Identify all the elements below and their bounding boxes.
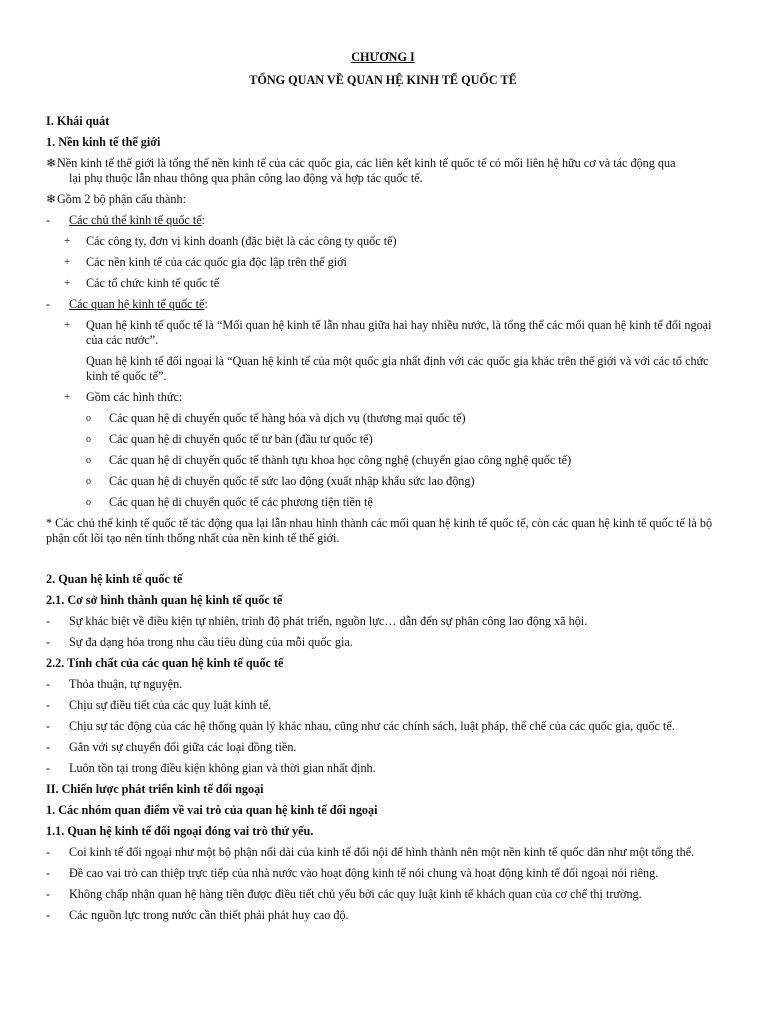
note-paragraph: * Các chủ thể kinh tế quốc tế tác động qua lại lẫn nhau hình thành các mối quan hệ kinh tế quốc tế, còn các quan hệ kinh tế quốc tế là bộ phận cốt lõi tạo nên tính thống nhất của nền kinh tế thế giới. bbox=[46, 516, 713, 545]
list-item: o Các quan hệ di chuyển quốc tế thành tựu khoa học công nghệ (chuyển giao công nghệ quốc tế) bbox=[86, 453, 572, 467]
definition-paragraph: Quan hệ kinh tế đối ngoại là “Quan hệ kinh tế của một quốc gia nhất định với các quốc gia khác trên thế giới và với các tổ chức kinh tế quốc tế”. bbox=[86, 354, 709, 383]
subsection-heading-2-2: 2.2. Tính chất của các quan hệ kinh tế quốc tế bbox=[46, 656, 284, 670]
list-item: - Chịu sự tác động của các hệ thống quản lý khác nhau, cũng như các chính sách, luật pháp, thể chế của các quốc gia, quốc tế. bbox=[46, 719, 675, 733]
chapter-title: TỔNG QUAN VỀ QUAN HỆ KINH TẾ QUỐC TẾ bbox=[249, 73, 517, 87]
list-item: - Chịu sự điều tiết của các quy luật kinh tế. bbox=[46, 698, 272, 712]
relations-label: Các quan hệ kinh tế quốc tế bbox=[69, 297, 205, 311]
snowflake-bullet-icon: ❄ bbox=[46, 192, 57, 206]
subsection-heading-1: 1. Nền kinh tế thế giới bbox=[46, 135, 161, 149]
subjects-label: Các chủ thể kinh tế quốc tế bbox=[69, 213, 202, 227]
snowflake-paragraph-2: ❄ Gồm 2 bộ phận cấu thành: bbox=[46, 192, 186, 206]
subsection-heading-ii-1: 1. Các nhóm quan điểm về vai trò của quan hệ kinh tế đối ngoại bbox=[46, 803, 378, 817]
list-item: - Coi kinh tế đối ngoại như một bộ phận nối dài của kinh tế đối nội để hình thành nên một nền kinh tế quốc dân như một tổng thể. bbox=[46, 845, 695, 859]
subsection-heading-2-1: 2.1. Cơ sở hình thành quan hệ kinh tế quốc tế bbox=[46, 593, 283, 607]
list-item: + Các nền kinh tế của các quốc gia độc lập trên thế giới bbox=[64, 255, 347, 269]
list-item: - Sự đa dạng hóa trong nhu cầu tiêu dùng của mỗi quốc gia. bbox=[46, 635, 353, 649]
chapter-label: CHƯƠNG I bbox=[351, 50, 415, 64]
list-item: + Các công ty, đơn vị kinh doanh (đặc biệt là các công ty quốc tế) bbox=[64, 234, 397, 248]
list-item: o Các quan hệ di chuyển quốc tế hàng hóa và dịch vụ (thương mại quốc tế) bbox=[86, 411, 466, 425]
list-item: - Gắn với sự chuyển đổi giữa các loại đồng tiền. bbox=[46, 740, 297, 754]
list-item: - Đề cao vai trò can thiệp trực tiếp của nhà nước vào hoạt động kinh tế nói chung và hoạt động kinh tế đối ngoại nói riêng. bbox=[46, 866, 659, 880]
list-item: - Các nguồn lực trong nước cần thiết phải phát huy cao độ. bbox=[46, 908, 349, 922]
list-item: + Gồm các hình thức: bbox=[64, 390, 183, 404]
snowflake-bullet-icon: ❄ bbox=[46, 156, 57, 170]
list-item: + Quan hệ kinh tế quốc tế là “Mối quan hệ kinh tế lẫn nhau giữa hai hay nhiều nước, là tổng thể các mối quan hệ kinh tế đối ngoại của các nước”. bbox=[64, 318, 712, 347]
list-item: - Luôn tồn tại trong điều kiện không gian và thời gian nhất định. bbox=[46, 761, 376, 775]
list-item: - Sự khác biệt về điều kiện tự nhiên, trình độ phát triển, nguồn lực… dẫn đến sự phân công lao động xã hội. bbox=[46, 614, 588, 628]
subsection-heading-2: 2. Quan hệ kinh tế quốc tế bbox=[46, 572, 183, 586]
list-item: + Các tổ chức kinh tế quốc tế bbox=[64, 276, 220, 290]
section-heading-2: II. Chiến lược phát triển kinh tế đối ngoại bbox=[46, 782, 264, 796]
list-item: o Các quan hệ di chuyển quốc tế tư bản (đầu tư quốc tế) bbox=[86, 432, 373, 446]
section-heading-1: I. Khái quát bbox=[46, 114, 110, 128]
subsection-heading-ii-1-1: 1.1. Quan hệ kinh tế đối ngoại đóng vai trò thứ yếu. bbox=[46, 824, 314, 838]
list-item: - Thỏa thuận, tự nguyện. bbox=[46, 677, 183, 691]
list-item: - Các quan hệ kinh tế quốc tế: bbox=[46, 297, 208, 311]
list-item: - Các chủ thể kinh tế quốc tế: bbox=[46, 213, 206, 227]
list-item: o Các quan hệ di chuyển quốc tế sức lao động (xuất nhập khẩu sức lao động) bbox=[86, 474, 475, 488]
snowflake-paragraph-1: ❄ Nền kinh tế thế giới là tổng thể nền kinh tế của các quốc gia, các liên kết kinh tế quốc tế có mối liên hệ hữu cơ và tác động qua lại phụ thuộc lẫn nhau thông qua phân công lao động và hợp tác quốc tế. bbox=[46, 156, 676, 185]
list-item: o Các quan hệ di chuyển quốc tế các phương tiện tiền tệ bbox=[86, 495, 373, 509]
document-page bbox=[46, 48, 720, 923]
list-item: - Không chấp nhận quan hệ hàng tiền được điều tiết chủ yếu bởi các quy luật kinh tế khách quan của cơ chế thị trường. bbox=[46, 887, 642, 901]
